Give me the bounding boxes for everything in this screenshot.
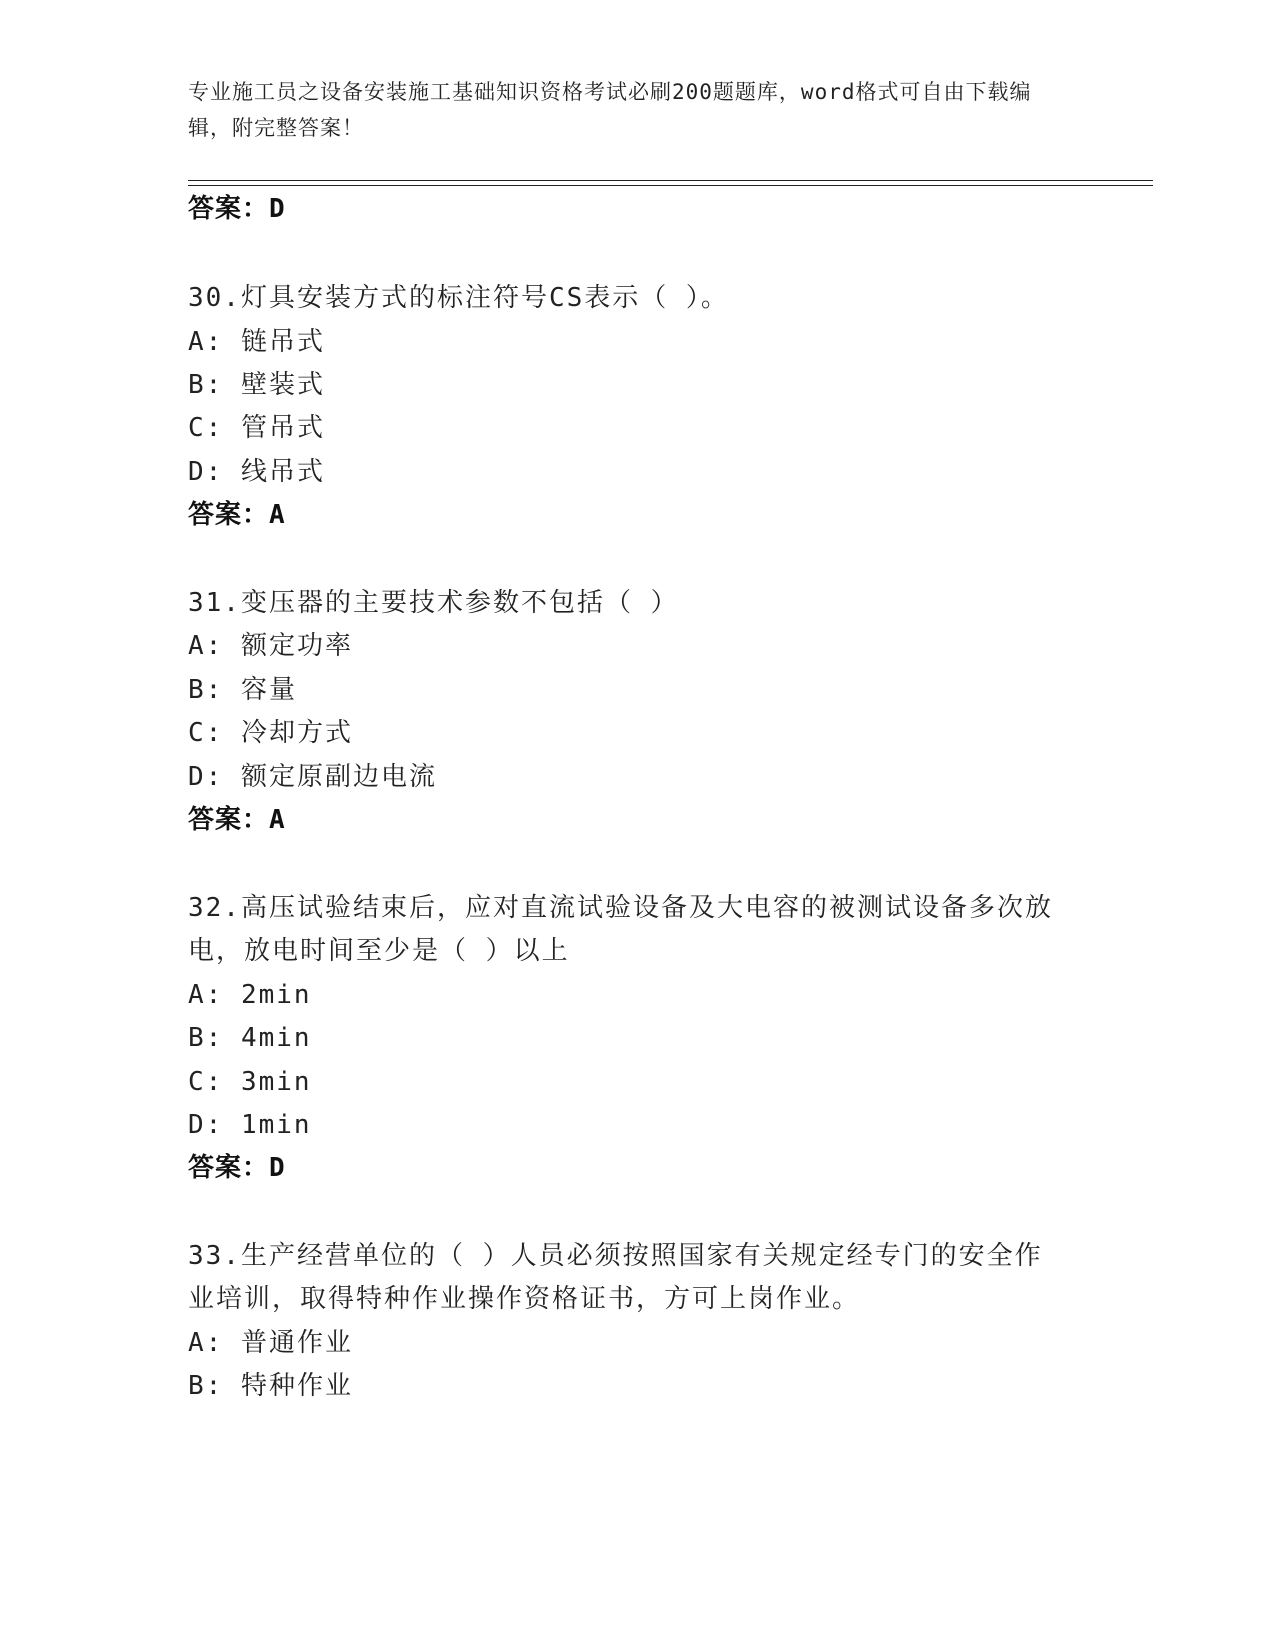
option-c: C: 冷却方式 (188, 718, 353, 748)
question-stem: 31.变压器的主要技术参数不包括（ ） (188, 588, 679, 618)
option-a: A: 额定功率 (188, 631, 353, 661)
question-stem-continued: 电，放电时间至少是（ ）以上 (188, 936, 570, 966)
option-b: B: 特种作业 (188, 1371, 353, 1401)
option-c: C: 3min (188, 1067, 312, 1097)
option-a: A: 2min (188, 980, 312, 1010)
question-stem-continued: 业培训，取得特种作业操作资格证书，方可上岗作业。 (188, 1284, 861, 1314)
answer-label: 答案：A (188, 805, 286, 835)
option-b: B: 壁装式 (188, 370, 325, 400)
answer-label: 答案：D (188, 1153, 286, 1183)
option-d: D: 1min (188, 1110, 312, 1140)
option-b: B: 4min (188, 1023, 312, 1053)
option-c: C: 管吊式 (188, 413, 325, 443)
question-stem: 33.生产经营单位的（ ）人员必须按照国家有关规定经专门的安全作 (188, 1241, 1043, 1271)
header-divider (188, 180, 1153, 181)
option-d: D: 线吊式 (188, 457, 325, 487)
question-stem: 32.高压试验结束后，应对直流试验设备及大电容的被测试设备多次放 (188, 893, 1053, 923)
option-b: B: 容量 (188, 675, 297, 705)
question-stem: 30.灯具安装方式的标注符号CS表示（ ）。 (188, 283, 729, 313)
answer-label: 答案：D (188, 194, 286, 224)
option-a: A: 链吊式 (188, 327, 325, 357)
option-a: A: 普通作业 (188, 1328, 353, 1358)
header-divider-double (188, 185, 1153, 186)
document-header: 专业施工员之设备安装施工基础知识资格考试必刷200题题库，word格式可自由下载编辑，附完整答案！ (188, 80, 1032, 140)
option-d: D: 额定原副边电流 (188, 762, 437, 792)
answer-label: 答案：A (188, 500, 286, 530)
